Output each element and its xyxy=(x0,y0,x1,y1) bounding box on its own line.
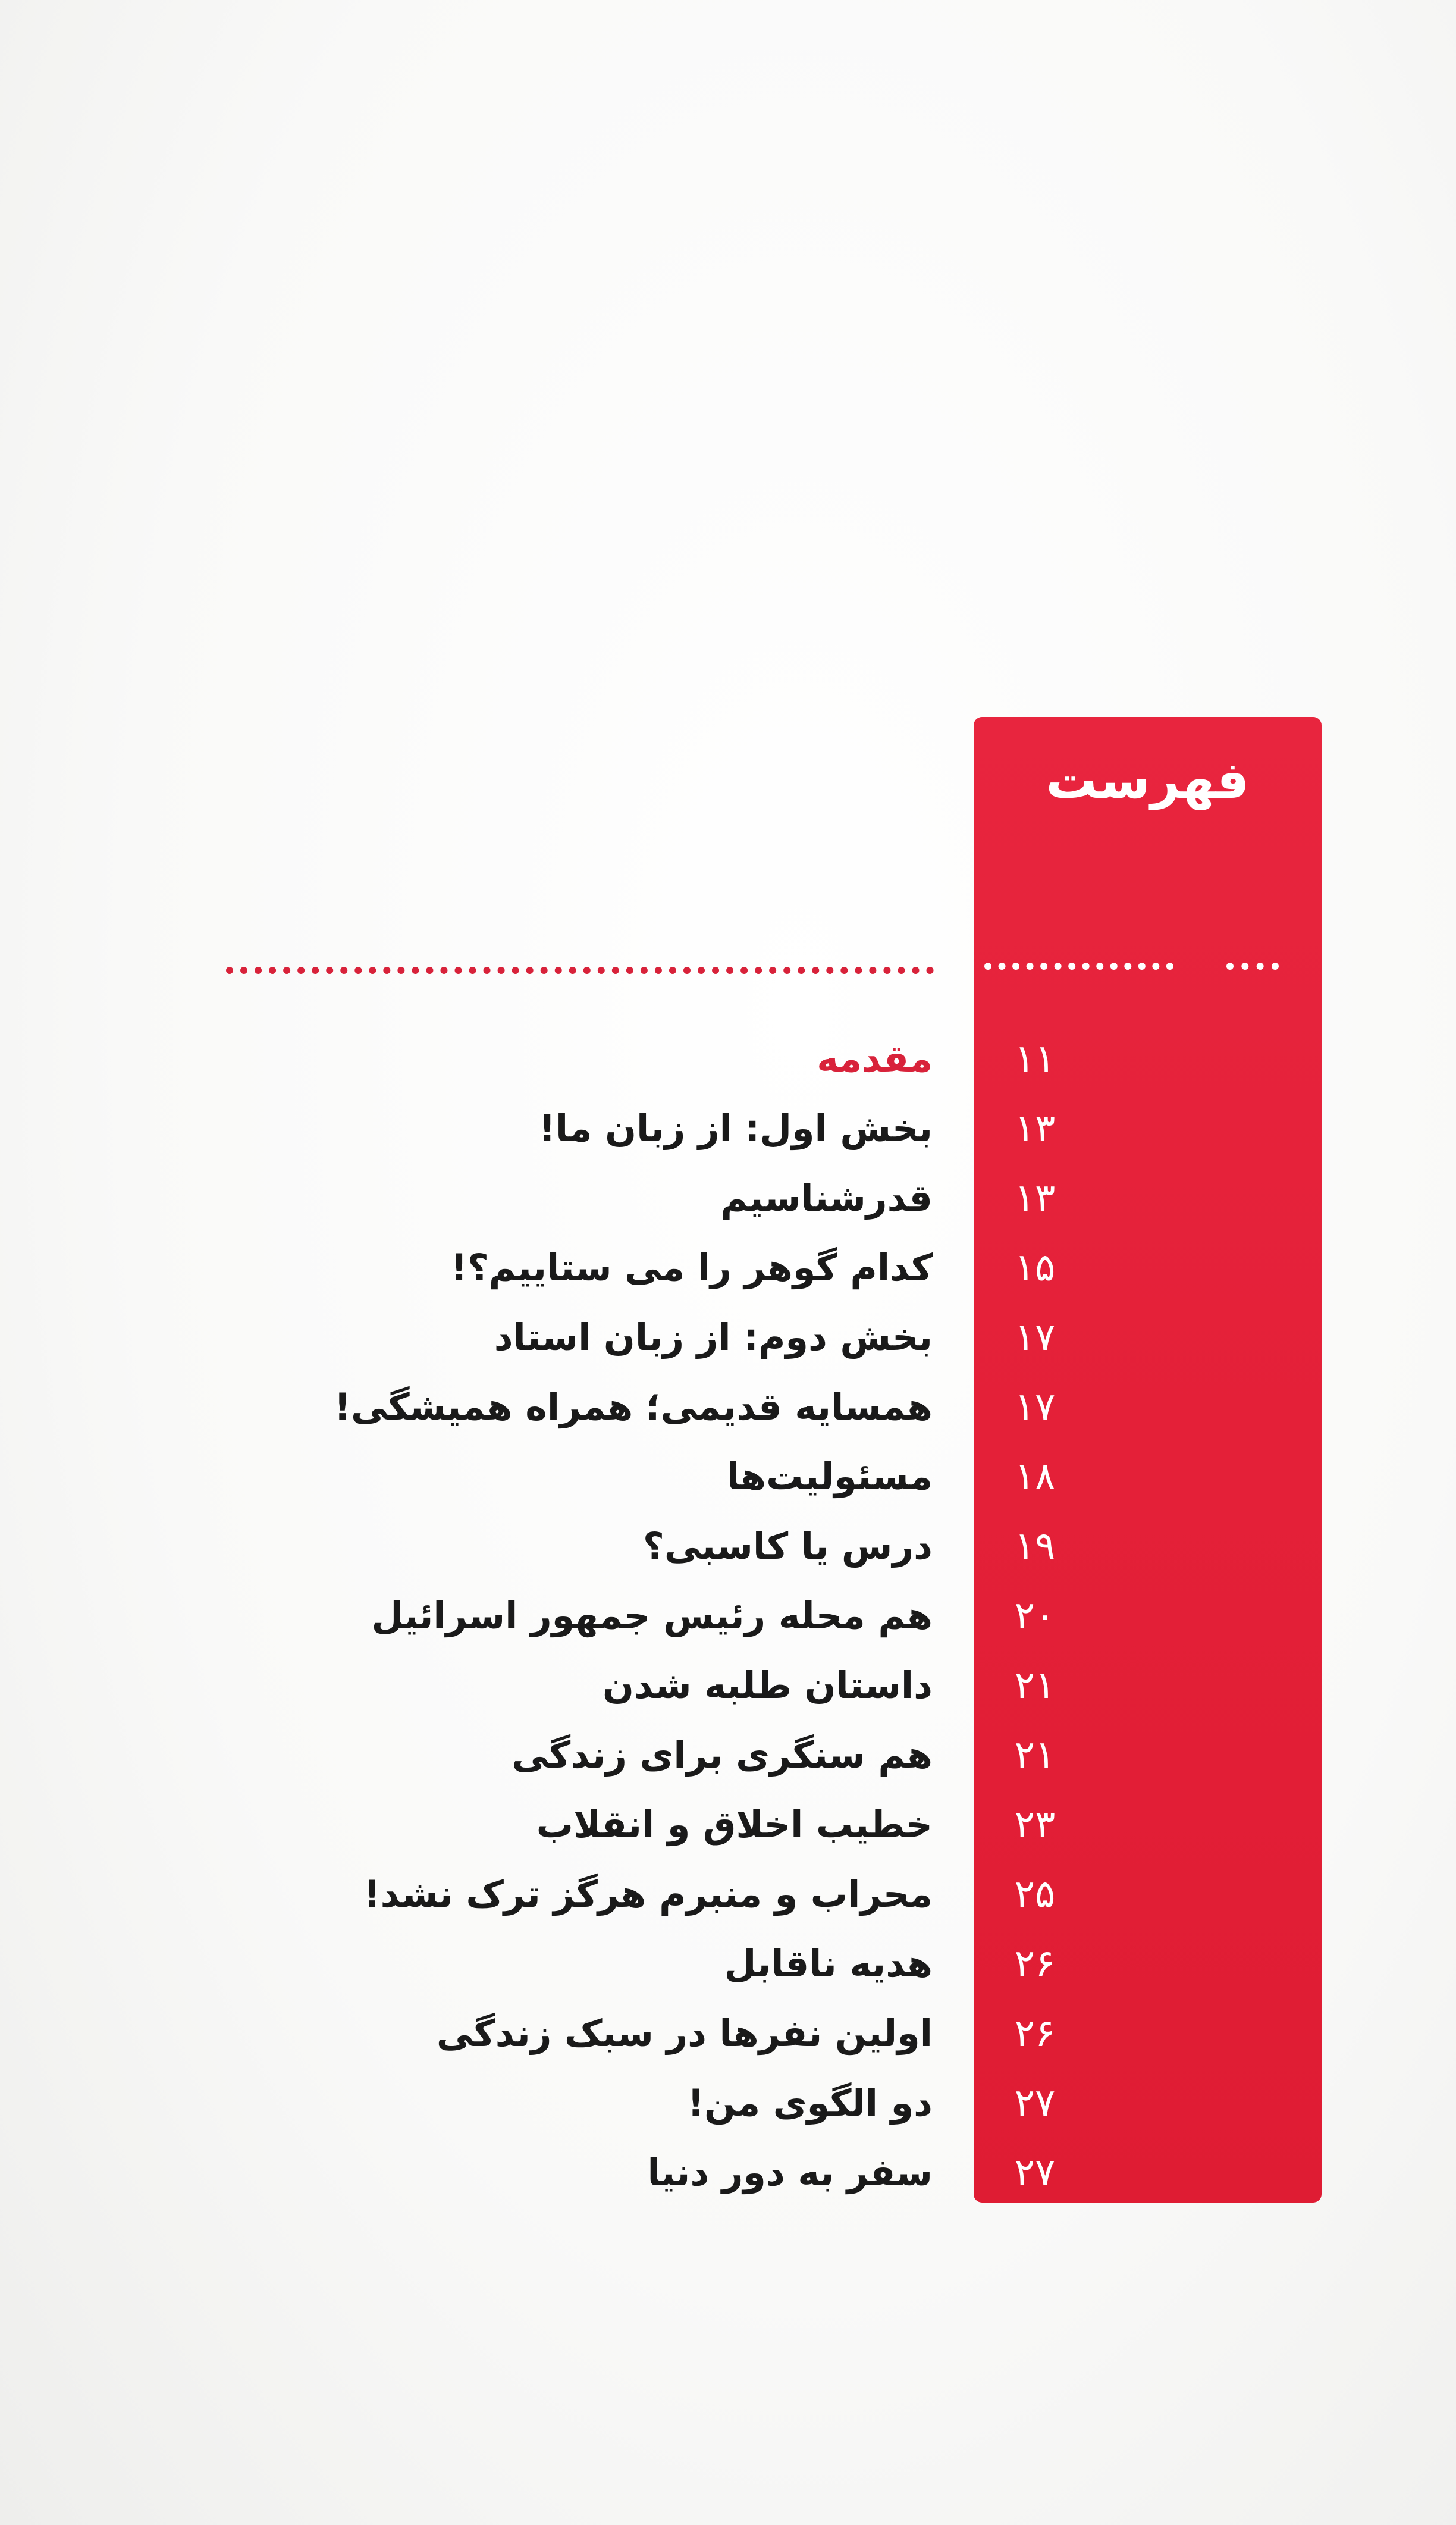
toc-entry-title: دو الگوی من! xyxy=(687,2081,933,2125)
toc-row xyxy=(0,1937,1456,2003)
toc-entry-page: ۲۳ xyxy=(1014,1803,1056,1847)
toc-entry-title: کدام گوهر را می ستاییم؟! xyxy=(450,1246,933,1289)
toc-entry-title: همسایه قدیمی؛ همراه همیشگی! xyxy=(334,1385,933,1428)
toc-entry-title: مقدمه xyxy=(817,1037,933,1080)
toc-entry-title: بخش اول: از زبان ما! xyxy=(538,1107,933,1150)
toc-entry-page: ۱۳ xyxy=(1014,1176,1056,1220)
toc-row xyxy=(0,1102,1456,1167)
toc-entry-title: مسئولیت‌ها xyxy=(726,1455,933,1498)
toc-heading: فهرست xyxy=(1046,751,1250,810)
toc-row xyxy=(0,2007,1456,2072)
toc-entry-title: درس یا کاسبی؟ xyxy=(642,1524,933,1568)
toc-row xyxy=(0,1868,1456,1933)
toc-row xyxy=(0,1311,1456,1376)
toc-entry-page: ۲۶ xyxy=(1014,2012,1056,2056)
toc-entry-page: ۱۹ xyxy=(1014,1524,1056,1568)
toc-entry-title: داستان طلبه شدن xyxy=(602,1664,933,1707)
toc-entry-title: سفر به دور دنیا xyxy=(647,2151,933,2194)
toc-row xyxy=(0,1589,1456,1655)
toc-row xyxy=(0,1520,1456,1585)
toc-entry-page: ۲۱ xyxy=(1014,1664,1056,1708)
toc-row xyxy=(0,1450,1456,1515)
toc-row xyxy=(0,1171,1456,1237)
dotted-divider-left xyxy=(226,967,934,974)
dotted-divider-panel xyxy=(984,963,1173,970)
toc-entry-page: ۲۰ xyxy=(1014,1594,1056,1638)
toc-entry-page: ۲۶ xyxy=(1014,1942,1056,1986)
toc-entry-title: قدرشناسیم xyxy=(720,1176,933,1220)
toc-entry-page: ۱۸ xyxy=(1014,1455,1056,1499)
toc-row xyxy=(0,1798,1456,1863)
toc-entry-page: ۱۷ xyxy=(1014,1385,1056,1429)
toc-entry-page: ۲۵ xyxy=(1014,1872,1056,1916)
toc-entry-title: اولین نفرها در سبک زندگی xyxy=(436,2012,933,2055)
dotted-divider-panel-short xyxy=(1226,963,1279,970)
toc-entry-title: هم سنگری برای زندگی xyxy=(512,1733,933,1777)
toc-row xyxy=(0,1728,1456,1794)
toc-entry-title: هم محله رئیس جمهور اسرائیل xyxy=(371,1594,933,1637)
toc-row xyxy=(0,2146,1456,2211)
toc-row xyxy=(0,1659,1456,1724)
toc-entry-title: محراب و منبرم هرگز ترک نشد! xyxy=(363,1872,933,1916)
toc-entry-page: ۲۷ xyxy=(1014,2081,1056,2125)
toc-entry-title: هدیه ناقابل xyxy=(724,1942,933,1985)
toc-entry-page: ۲۷ xyxy=(1014,2151,1056,2195)
toc-entry-title: بخش دوم: از زبان استاد xyxy=(494,1315,933,1359)
toc-entry-title: خطیب اخلاق و انقلاب xyxy=(536,1803,933,1846)
toc-entry-page: ۲۱ xyxy=(1014,1733,1056,1777)
toc-entry-page: ۱۳ xyxy=(1014,1107,1056,1151)
toc-row xyxy=(0,1241,1456,1307)
toc-row xyxy=(0,1032,1456,1098)
toc-row xyxy=(0,2076,1456,2142)
toc-entry-page: ۱۷ xyxy=(1014,1315,1056,1359)
toc-entry-page: ۱۱ xyxy=(1014,1037,1056,1081)
toc-row xyxy=(0,1380,1456,1446)
toc-entry-page: ۱۵ xyxy=(1014,1246,1056,1290)
